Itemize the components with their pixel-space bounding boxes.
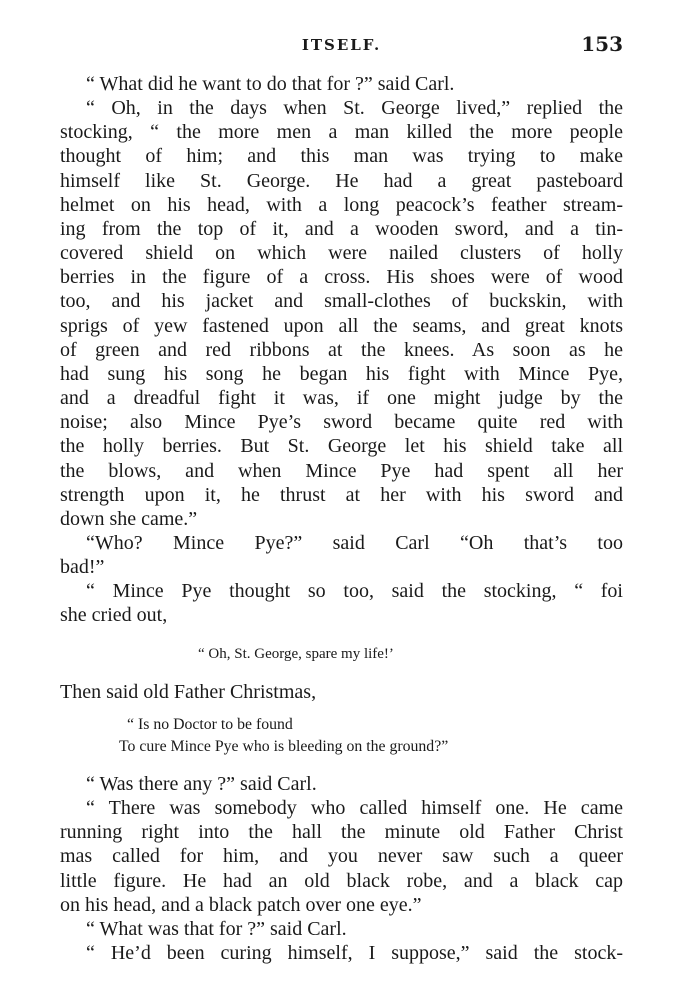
text-line: “Who? Mince Pye?” said Carl “Oh that’s too [86,531,623,554]
text-line: little figure. He had an old black robe, and a black cap [60,869,623,892]
page-number: 153 [581,32,623,56]
page-header [60,34,623,58]
text-line: “ There was somebody who called himself one. He came [86,797,623,820]
verse-block [60,714,623,758]
text-line: on his head, and a black patch over one eye.” [60,893,422,916]
text-line: helmet on his head, with a long peacock’s feather stream- [60,193,623,216]
text-line: stocking, “ the more men a man killed the more people [60,121,623,144]
verse-quote: “ Oh, St. George, spare my life!’ [198,645,394,662]
text-line: “ Oh, in the days when St. George lived,” replied the [86,97,623,120]
text-line: had sung his song he began his fight with Mince Pye, [60,362,623,385]
text-line: berries in the figure of a cross. His shoes were of wood [60,266,623,289]
text-line: ing from the top of it, and a wooden sword, and a tin- [60,217,623,240]
text-line: too, and his jacket and small-clothes of buckskin, with [60,290,623,313]
text-line: strength upon it, he thrust at her with his sword and [60,483,623,506]
text-line: she cried out, [60,604,168,627]
text-line: the blows, and when Mince Pye had spent all her [60,459,623,482]
verse-line: To cure Mince Pye who is bleeding on the ground?” [119,737,449,755]
text-line: of green and red ribbons at the knees. As soon as he [60,338,623,361]
text-line: “ He’d been curing himself, I suppose,” said the stock- [86,942,623,964]
text-line: covered shield on which were nailed clusters of holly [60,242,623,265]
text-line: mas called for him, and you never saw such a queer [60,845,623,868]
text-line: himself like St. George. He had a great pasteboard [60,169,623,192]
body-text [60,72,623,965]
running-title: ITSELF. [301,36,382,54]
text-line: bad!” [60,556,105,579]
text-line: and a dreadful fight it was, if one might judge by the [60,387,623,410]
text-line: running right into the hall the minute old Father Christ [60,821,623,844]
text-line: Then said old Father Christmas, [60,680,317,703]
text-line: thought of him; and this man was trying to make [60,145,623,168]
text-line: “ What did he want to do that for ?” said Carl. [86,73,455,95]
text-line: sprigs of yew fastened upon all the seams, and great knots [60,314,623,337]
text-line: the holly berries. But St. George let his shield take all [60,435,623,458]
text-line: “ Mince Pye thought so too, said the stocking, “ foi [86,580,623,603]
verse-line: “ Is no Doctor to be found [127,715,293,733]
text-line: “ What was that for ?” said Carl. [86,917,347,940]
text-line: “ Was there any ?” said Carl. [86,772,317,795]
text-line: down she came.” [60,507,198,530]
text-line: noise; also Mince Pye’s sword became quite red with [60,411,623,434]
